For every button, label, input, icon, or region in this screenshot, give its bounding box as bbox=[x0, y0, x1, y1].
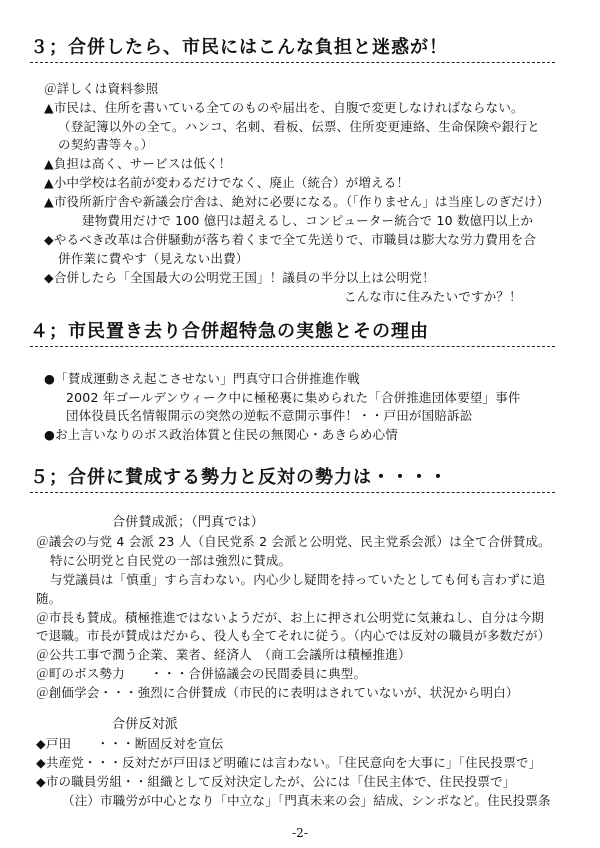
anti-merger-line: （注）市職労が中心となり「中立な」「門真未来の会」結成、シンポなど。住民投票条 bbox=[62, 793, 551, 808]
anti-merger-line: ◆市の職員労組・・組織として反対決定したが、公には「住民主体で、住民投票で」 bbox=[36, 774, 516, 789]
section3-line: ＠詳しくは資料参照 bbox=[44, 81, 159, 96]
section3-line: ▲市民は、住所を書いている全てのものや届出を、自腹で変更しなければならない。 bbox=[44, 100, 524, 115]
pro-merger-line: ＠市長も賛成。積極推進ではないようだが、お上に押され公明党に気兼ねし、自分は今期 bbox=[36, 610, 545, 625]
pro-merger-title: 合併賛成派；（門真では） bbox=[112, 515, 264, 530]
section3-line: 建物費用だけで 100 億円は超えるし、コンピューター統合で 10 数億円以上か bbox=[82, 213, 534, 228]
pro-merger-line: で退職。市長が賛成はだから、役人も全てそれに従う。（内心では反対の職員が多数だが） bbox=[36, 628, 551, 643]
section4-line: 2002 年ゴールデンウィーク中に極秘裏に集められた「合併推進団体要望」事件 bbox=[66, 390, 521, 405]
section3-line: こんな市に住みたいですか？！ bbox=[344, 289, 522, 304]
pro-merger-line: ＠町のボス勢力 ・・・合併協議会の民間委員に典型。 bbox=[36, 666, 367, 681]
anti-merger-line: ◆共産党・・・反対だが戸田ほど明確には言わない。「住民意向を大事に」「住民投票で」 bbox=[36, 755, 542, 770]
section3-line: ◆やるべき改革は合併騒動が落ち着くまで全て先送りで、市職員は膨大な労力費用を合 bbox=[44, 232, 537, 247]
section4-line: ●「賛成運動さえ起こさせない」門真守口合併推進作戦 bbox=[44, 371, 360, 386]
section5-underline bbox=[30, 492, 555, 493]
pro-merger-line: 特に公明党と自民党の一部は強烈に賛成。 bbox=[50, 553, 292, 568]
section4-line: ●お上言いなりのボス政治体質と住民の無関心・あきらめ心情 bbox=[44, 427, 399, 442]
section4-line: 団体役員氏名情報開示の突然の逆転不意開示事件！・・戸田が国賠訴訟 bbox=[66, 408, 473, 423]
section3-line: の契約書等々。） bbox=[58, 137, 154, 152]
anti-merger-line: ◆戸田 ・・・断固反対を宣伝 bbox=[36, 736, 224, 751]
section3-line: ▲負担は高く、サービスは低く！ bbox=[44, 156, 232, 171]
section4-heading: ４；市民置き去り合併超特急の実態とその理由 bbox=[30, 321, 429, 342]
section3-line: ◆合併したら「全国最大の公明党王国」！議員の半分以上は公明党！ bbox=[44, 270, 435, 285]
section5-heading: ５；合併に賛成する勢力と反対の勢力は・・・・ bbox=[30, 467, 448, 488]
section4-underline bbox=[30, 346, 555, 347]
section3-heading: ３；合併したら、市民にはこんな負担と迷惑が！ bbox=[30, 37, 448, 58]
section3-line: （登記簿以外の全て。ハンコ、名刺、看板、伝票、住所変更連絡、生命保険や銀行と bbox=[58, 119, 540, 134]
section3-line: ▲市役所新庁舎や新議会庁舎は、絶対に必要になる。（「作りません」は当座しのぎだけ） bbox=[44, 194, 550, 209]
anti-merger-title: 合併反対派 bbox=[112, 717, 179, 732]
page-number: -2- bbox=[292, 826, 308, 840]
pro-merger-line: ＠公共工事で潤う企業、業者、経済人 （商工会議所は積極推進） bbox=[36, 647, 411, 662]
pro-merger-line: ＠議会の与党 4 会派 23 人（自民党系 2 会派と公明党、民主党系会派）は全て合併賛成。 bbox=[36, 534, 551, 549]
pro-merger-line: 与党議員は「慎重」すら言わない。内心少し疑問を持っていたとしても何も言わずに追 bbox=[50, 572, 546, 587]
section3-line: ▲小中学校は名前が変わるだけでなく、廃止（統合）が増える！ bbox=[44, 175, 410, 190]
pro-merger-line: ＠創価学会・・・強烈に合併賛成（市民的に表明はされていないが、状況から明白） bbox=[36, 685, 519, 700]
pro-merger-line: 随。 bbox=[36, 591, 62, 606]
section3-line: 併作業に費やす（見えない出費） bbox=[58, 251, 249, 266]
section3-underline bbox=[30, 62, 555, 63]
